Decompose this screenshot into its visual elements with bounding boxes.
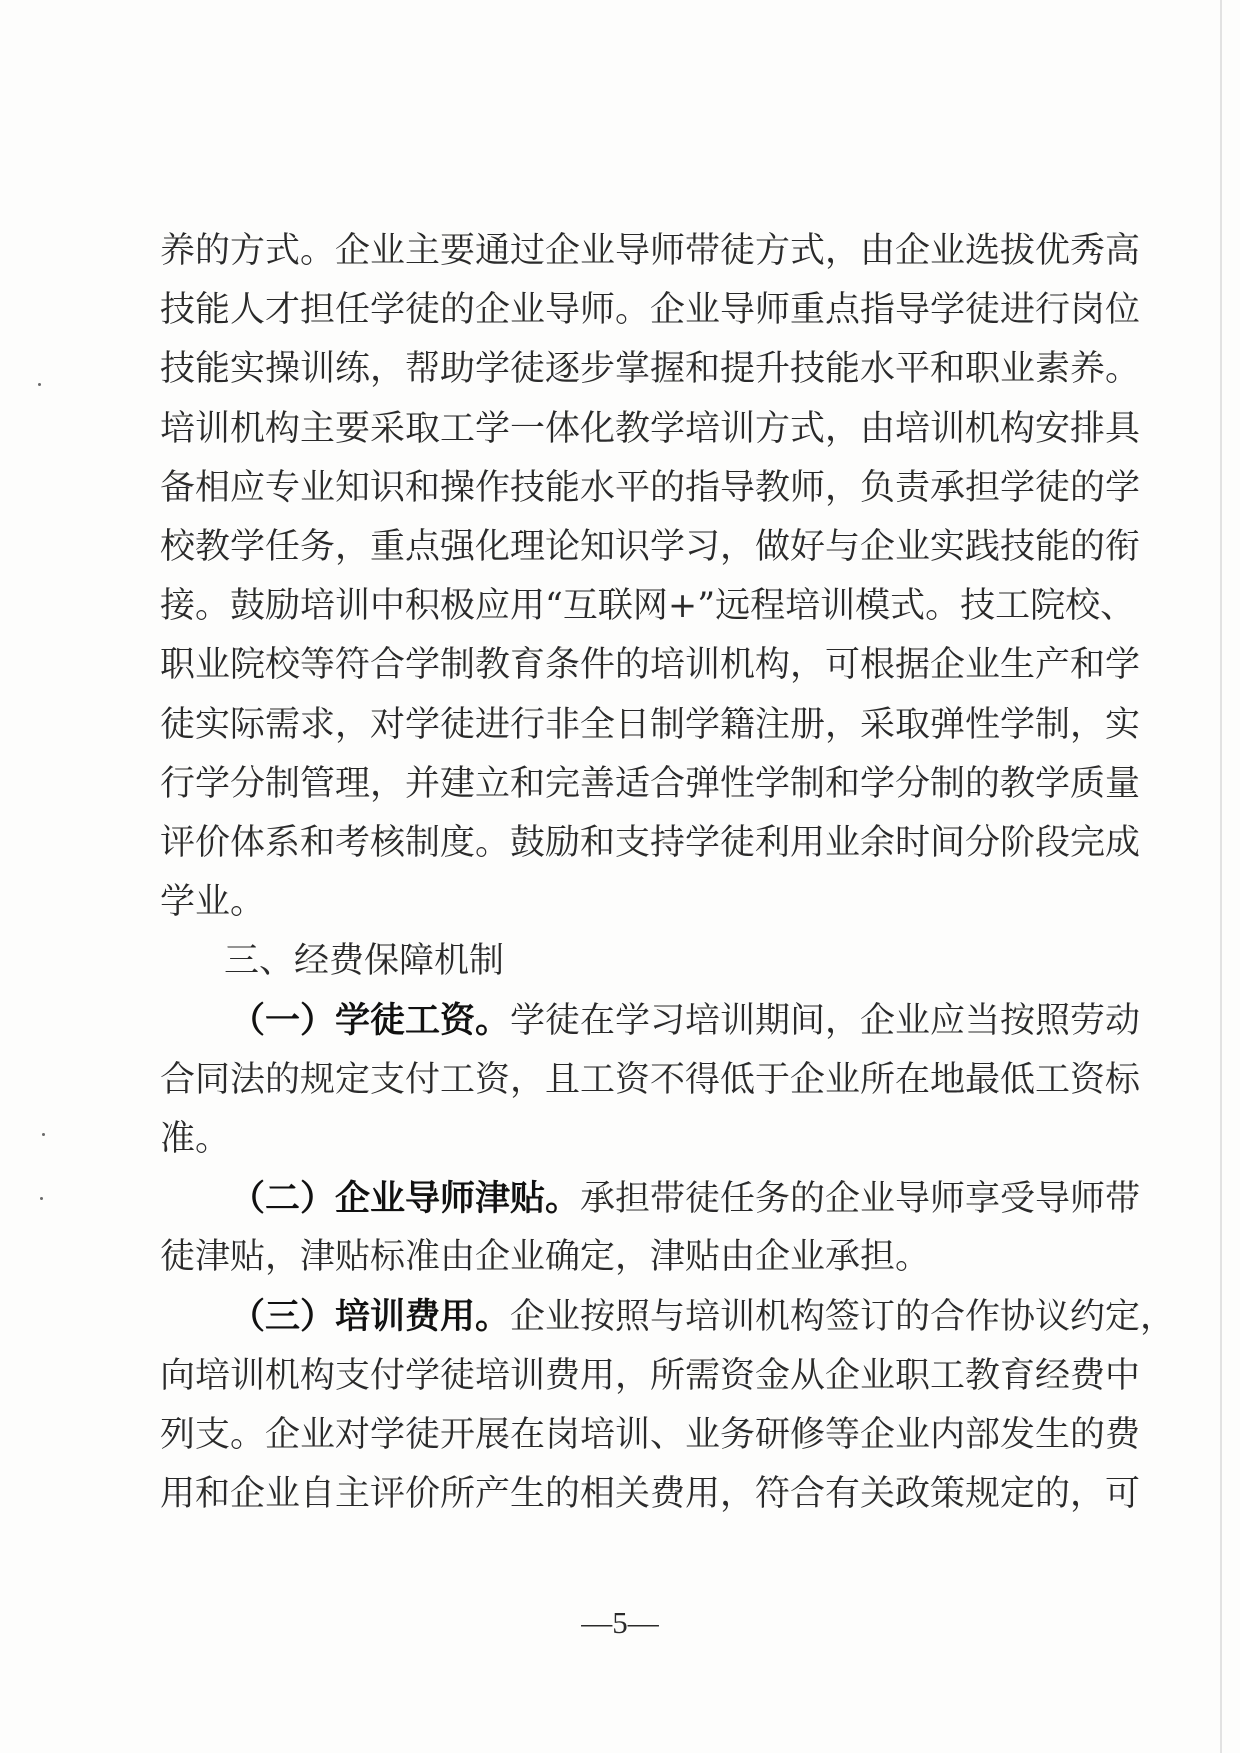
section-heading: 三、经费保障机制 — [224, 941, 505, 982]
margin-mark — [42, 1133, 45, 1136]
paragraph-line: 接。鼓励培训中积极应用“互联网+”远程培训模式。技工院校、 — [160, 586, 1136, 627]
paragraph-line: 向培训机构支付学徒培训费用，所需资金从企业职工教育经费中 — [160, 1355, 1141, 1396]
scan-edge-line — [1220, 0, 1222, 1753]
paragraph-line: 评价体系和考核制度。鼓励和支持学徒利用业余时间分阶段完成 — [160, 822, 1141, 863]
paragraph-line: 学业。 — [160, 882, 266, 923]
paragraph-line: 列支。企业对学徒开展在岗培训、业务研修等企业内部发生的费 — [160, 1414, 1141, 1455]
item-title: （三）培训费用。 — [230, 1296, 511, 1338]
body-text — [160, 222, 1176, 1524]
paragraph-line: 技能人才担任学徒的企业导师。企业导师重点指导学徒进行岗位 — [160, 290, 1141, 331]
paragraph-line: 行学分制管理，并建立和完善适合弹性学制和学分制的教学质量 — [160, 763, 1141, 804]
margin-mark — [38, 383, 41, 386]
item-first-line — [160, 1169, 1141, 1228]
paragraph-line: 备相应专业知识和操作技能水平的指导教师，负责承担学徒的学 — [160, 467, 1141, 508]
item-text: 承担带徒任务的企业导师享受导师带 — [580, 1179, 1141, 1219]
item-text: 企业按照与培训机构签订的合作协议约定， — [510, 1297, 1176, 1338]
item-text: 学徒在学习培训期间，企业应当按照劳动 — [510, 1001, 1141, 1042]
margin-mark — [40, 1197, 43, 1200]
paragraph-line: 徒津贴，津贴标准由企业确定，津贴由企业承担。 — [160, 1237, 931, 1278]
item-first-line — [160, 991, 1141, 1050]
paragraph-line: 养的方式。企业主要通过企业导师带徒方式，由企业选拔优秀高 — [160, 231, 1141, 271]
paragraph-line: 校教学任务，重点强化理论知识学习，做好与企业实践技能的衔 — [160, 526, 1141, 567]
page-number: —5— — [581, 1605, 659, 1640]
paragraph-line: 准。 — [160, 1118, 231, 1159]
paragraph-line: 徒实际需求，对学徒进行非全日制学籍注册，采取弹性学制，实 — [160, 704, 1141, 745]
paragraph-line: 培训机构主要采取工学一体化教学培训方式，由培训机构安排具 — [160, 408, 1141, 449]
item-first-line — [160, 1287, 1176, 1346]
paragraph-line: 技能实操训练，帮助学徒逐步掌握和提升技能水平和职业素养。 — [160, 349, 1141, 390]
paragraph-line: 职业院校等符合学制教育条件的培训机构，可根据企业生产和学 — [160, 645, 1141, 686]
paragraph-line: 用和企业自主评价所产生的相关费用，符合有关政策规定的，可 — [160, 1473, 1141, 1514]
paragraph-line: 合同法的规定支付工资，且工资不得低于企业所在地最低工资标 — [160, 1059, 1141, 1100]
item-title: （二）企业导师津贴。 — [230, 1178, 581, 1219]
item-title: （一）学徒工资。 — [230, 1000, 511, 1042]
